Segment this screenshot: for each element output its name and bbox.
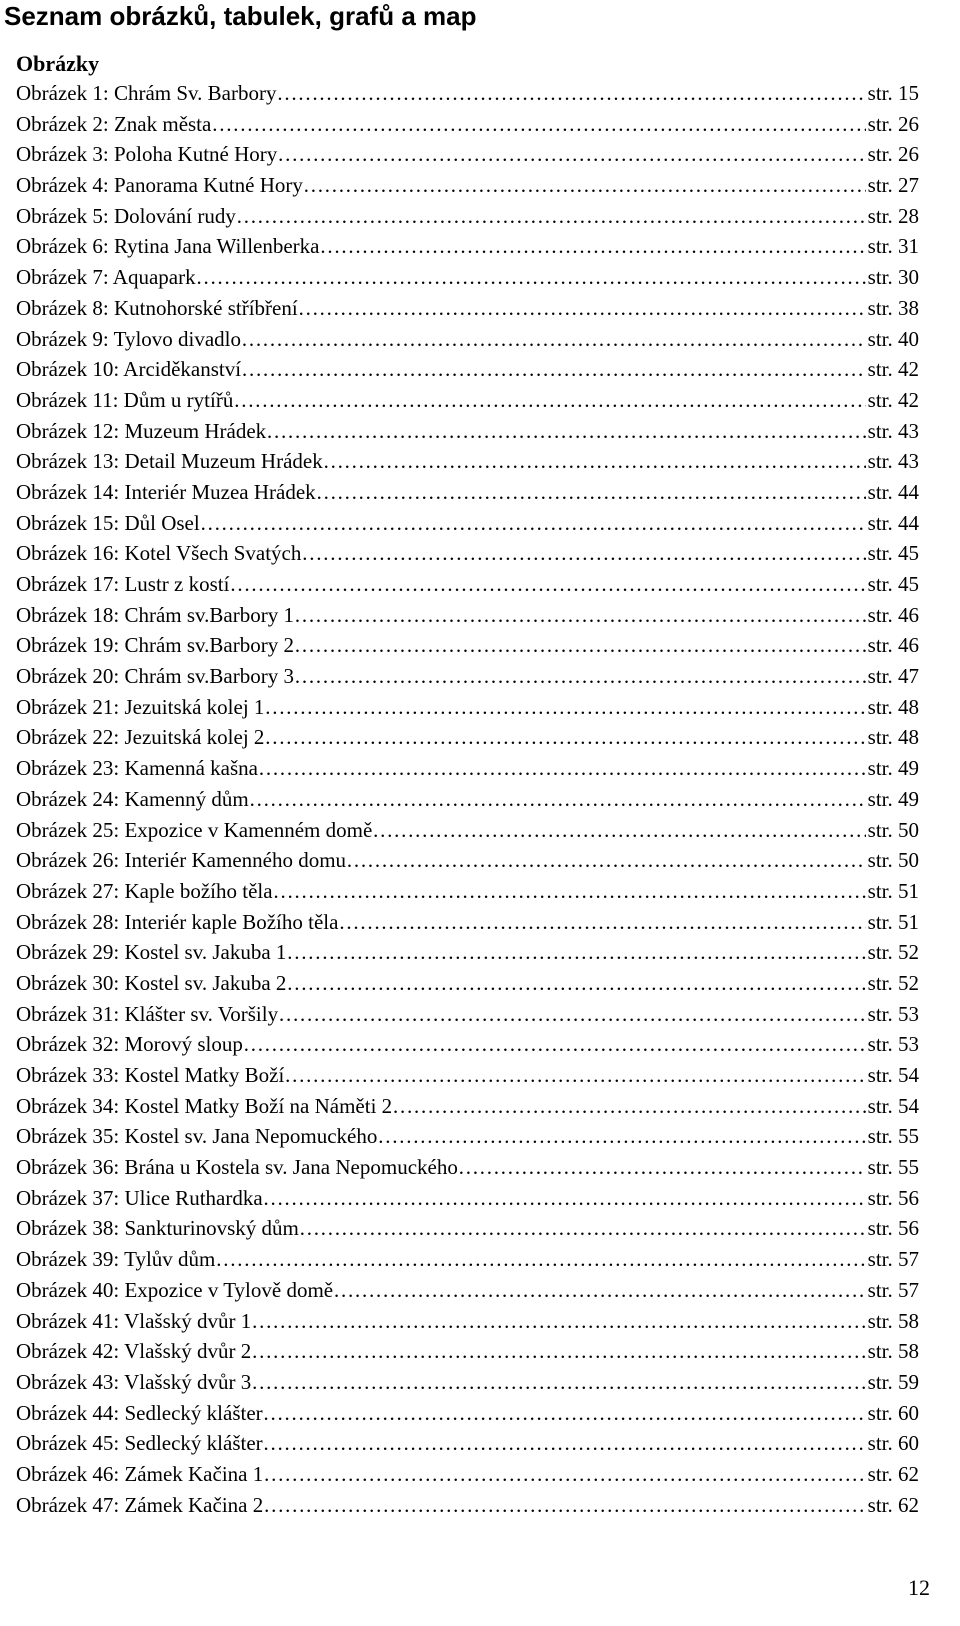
- dot-leader: [277, 78, 866, 109]
- page-reference: str. 51: [867, 909, 919, 934]
- figure-caption: Obrázek 20: Chrám sv.Barbory 3: [16, 664, 294, 689]
- dot-leader: [233, 385, 865, 416]
- list-item: [16, 1121, 919, 1152]
- list-item: [16, 1367, 919, 1398]
- list-item: [16, 1306, 919, 1337]
- dot-leader: [320, 231, 866, 262]
- page-reference: str. 43: [867, 449, 919, 474]
- list-item: [16, 1244, 919, 1275]
- page-reference: str. 57: [867, 1277, 919, 1302]
- dot-leader: [266, 416, 866, 447]
- dot-leader: [299, 1213, 866, 1244]
- dot-leader: [316, 477, 866, 508]
- dot-leader: [294, 600, 866, 631]
- dot-leader: [264, 692, 865, 723]
- page-reference: str. 49: [867, 756, 919, 781]
- figure-caption: Obrázek 27: Kaple božího těla: [16, 878, 273, 903]
- dot-leader: [346, 845, 866, 876]
- figure-caption: Obrázek 43: Vlašský dvůr 3: [16, 1369, 252, 1394]
- figure-caption: Obrázek 36: Brána u Kostela sv. Jana Nepomuckého: [16, 1155, 458, 1180]
- figure-caption: Obrázek 12: Muzeum Hrádek: [16, 418, 267, 443]
- list-item: [16, 1152, 919, 1183]
- page-reference: str. 26: [867, 111, 919, 136]
- list-item: [16, 1183, 919, 1214]
- figure-caption: Obrázek 13: Detail Muzeum Hrádek: [16, 449, 323, 474]
- figure-caption: Obrázek 3: Poloha Kutné Hory: [16, 142, 278, 167]
- figure-caption: Obrázek 47: Zámek Kačina 2: [16, 1492, 264, 1517]
- figure-caption: Obrázek 45: Sedlecký klášter: [16, 1431, 263, 1456]
- list-item: [16, 78, 919, 109]
- figure-caption: Obrázek 41: Vlašský dvůr 1: [16, 1308, 252, 1333]
- figure-caption: Obrázek 2: Znak města: [16, 111, 212, 136]
- page-reference: str. 56: [867, 1216, 919, 1241]
- figure-caption: Obrázek 8: Kutnohorské stříbření: [16, 295, 298, 320]
- figure-caption: Obrázek 37: Ulice Ruthardka: [16, 1185, 263, 1210]
- dot-leader: [211, 109, 865, 140]
- page-reference: str. 50: [867, 848, 919, 873]
- dot-leader: [241, 324, 866, 355]
- dot-leader: [243, 1029, 866, 1060]
- list-item: [16, 1275, 919, 1306]
- figure-caption: Obrázek 46: Zámek Kačina 1: [16, 1461, 264, 1486]
- page-reference: str. 62: [867, 1461, 919, 1486]
- list-item: [16, 354, 919, 385]
- list-item: [16, 907, 919, 938]
- list-item: [16, 1336, 919, 1367]
- dot-leader: [263, 1428, 866, 1459]
- dot-leader: [263, 1183, 866, 1214]
- page-reference: str. 44: [867, 510, 919, 535]
- list-item: [16, 324, 919, 355]
- dot-leader: [241, 354, 866, 385]
- dot-leader: [251, 1367, 865, 1398]
- dot-leader: [294, 661, 866, 692]
- page-title: Seznam obrázků, tabulek, grafů a map: [4, 1, 477, 31]
- figure-caption: Obrázek 10: Arciděkanství: [16, 357, 242, 382]
- figure-list: [16, 78, 919, 1520]
- page-reference: str. 53: [867, 1001, 919, 1026]
- page-reference: str. 56: [867, 1185, 919, 1210]
- list-item: [16, 815, 919, 846]
- page-reference: str. 28: [867, 203, 919, 228]
- list-item: [16, 753, 919, 784]
- page-reference: str. 60: [867, 1400, 919, 1425]
- dot-leader: [301, 538, 865, 569]
- page-reference: str. 26: [867, 142, 919, 167]
- page-reference: str. 27: [867, 173, 919, 198]
- list-item: [16, 416, 919, 447]
- figure-caption: Obrázek 32: Morový sloup: [16, 1032, 243, 1057]
- dot-leader: [458, 1152, 866, 1183]
- dot-leader: [196, 262, 866, 293]
- page-reference: str. 42: [867, 357, 919, 382]
- page-reference: str. 40: [867, 326, 919, 351]
- page-reference: str. 54: [867, 1093, 919, 1118]
- figure-caption: Obrázek 15: Důl Osel: [16, 510, 200, 535]
- figure-caption: Obrázek 39: Tylův dům: [16, 1247, 216, 1272]
- list-item: [16, 508, 919, 539]
- figure-caption: Obrázek 30: Kostel sv. Jakuba 2: [16, 970, 287, 995]
- figure-caption: Obrázek 34: Kostel Matky Boží na Náměti 2: [16, 1093, 393, 1118]
- page-reference: str. 30: [867, 265, 919, 290]
- dot-leader: [273, 876, 866, 907]
- list-item: [16, 569, 919, 600]
- page-reference: str. 58: [867, 1308, 919, 1333]
- list-item: [16, 722, 919, 753]
- dot-leader: [392, 1091, 866, 1122]
- figure-caption: Obrázek 4: Panorama Kutné Hory: [16, 173, 303, 198]
- dot-leader: [251, 1306, 865, 1337]
- figure-caption: Obrázek 24: Kamenný dům: [16, 786, 249, 811]
- page-reference: str. 54: [867, 1063, 919, 1087]
- list-item: [16, 139, 919, 170]
- dot-leader: [298, 293, 866, 324]
- dot-leader: [229, 569, 865, 600]
- figure-caption: Obrázek 14: Interiér Muzea Hrádek: [16, 479, 316, 504]
- list-item: [16, 845, 919, 876]
- dot-leader: [215, 1244, 865, 1275]
- list-item: [16, 1459, 919, 1490]
- page-reference: str. 52: [867, 970, 919, 995]
- dot-leader: [258, 753, 866, 784]
- page-reference: str. 50: [867, 817, 919, 842]
- list-item: [16, 937, 919, 968]
- dot-leader: [294, 630, 866, 661]
- list-item: [16, 1060, 919, 1091]
- page-reference: str. 47: [867, 664, 919, 689]
- figure-caption: Obrázek 9: Tylovo divadlo: [16, 326, 242, 351]
- list-item: [16, 630, 919, 661]
- dot-leader: [286, 937, 865, 968]
- figure-caption: Obrázek 1: Chrám Sv. Barbory: [16, 81, 277, 105]
- figure-caption: Obrázek 23: Kamenná kašna: [16, 756, 258, 781]
- dot-leader: [377, 1121, 865, 1152]
- list-item: [16, 477, 919, 508]
- list-item: [16, 876, 919, 907]
- page-reference: str. 38: [867, 295, 919, 320]
- page-reference: str. 46: [867, 633, 919, 658]
- page-reference: str. 55: [867, 1155, 919, 1180]
- page-reference: str. 48: [867, 694, 919, 719]
- figure-caption: Obrázek 11: Dům u rytířů: [16, 387, 234, 412]
- page-reference: str. 51: [867, 878, 919, 903]
- dot-leader: [333, 1275, 866, 1306]
- section-heading: Obrázky: [16, 51, 100, 76]
- figure-caption: Obrázek 40: Expozice v Tylově domě: [16, 1277, 334, 1302]
- page-reference: str. 52: [867, 940, 919, 965]
- page-reference: str. 49: [867, 786, 919, 811]
- dot-leader: [236, 201, 866, 232]
- page-reference: str. 42: [867, 387, 919, 412]
- list-item: [16, 600, 919, 631]
- list-item: [16, 262, 919, 293]
- page-reference: str. 31: [867, 234, 919, 259]
- page-reference: str. 59: [867, 1369, 919, 1394]
- figure-caption: Obrázek 22: Jezuitská kolej 2: [16, 725, 265, 750]
- page-reference: str. 60: [867, 1431, 919, 1456]
- figure-caption: Obrázek 16: Kotel Všech Svatých: [16, 541, 302, 566]
- figure-caption: Obrázek 19: Chrám sv.Barbory 2: [16, 633, 294, 658]
- list-item: [16, 385, 919, 416]
- figure-caption: Obrázek 38: Sankturinovský dům: [16, 1216, 299, 1241]
- list-item: [16, 1213, 919, 1244]
- dot-leader: [303, 170, 866, 201]
- dot-leader: [372, 815, 865, 846]
- figure-caption: Obrázek 33: Kostel Matky Boží: [16, 1063, 285, 1087]
- dot-leader: [249, 784, 866, 815]
- list-item: [16, 1029, 919, 1060]
- dot-leader: [263, 1398, 866, 1429]
- figure-caption: Obrázek 28: Interiér kaple Božího těla: [16, 909, 339, 934]
- figure-caption: Obrázek 5: Dolování rudy: [16, 203, 236, 228]
- list-item: [16, 968, 919, 999]
- figure-caption: Obrázek 42: Vlašský dvůr 2: [16, 1339, 252, 1364]
- dot-leader: [338, 907, 865, 938]
- list-item: [16, 999, 919, 1030]
- list-item: [16, 1398, 919, 1429]
- figure-caption: Obrázek 35: Kostel sv. Jana Nepomuckého: [16, 1124, 378, 1149]
- figure-caption: Obrázek 18: Chrám sv.Barbory 1: [16, 602, 294, 627]
- page-reference: str. 45: [867, 541, 919, 566]
- list-item: [16, 692, 919, 723]
- list-item: [16, 170, 919, 201]
- list-item: [16, 538, 919, 569]
- list-item: [16, 661, 919, 692]
- page-reference: str. 45: [867, 572, 919, 596]
- figure-caption: Obrázek 31: Klášter sv. Voršily: [16, 1001, 279, 1026]
- list-item: [16, 446, 919, 477]
- figure-caption: Obrázek 44: Sedlecký klášter: [16, 1400, 263, 1425]
- figure-caption: Obrázek 17: Lustr z kostí: [16, 572, 230, 596]
- dot-leader: [277, 139, 865, 170]
- list-item: [16, 1490, 919, 1521]
- page-reference: str. 62: [867, 1492, 919, 1517]
- list-item: [16, 784, 919, 815]
- dot-leader: [263, 1490, 865, 1521]
- page-reference: str. 57: [867, 1247, 919, 1272]
- list-item: [16, 1091, 919, 1122]
- list-item: [16, 109, 919, 140]
- dot-leader: [284, 1060, 865, 1091]
- page-reference: str. 43: [867, 418, 919, 443]
- dot-leader: [263, 1459, 865, 1490]
- figure-caption: Obrázek 6: Rytina Jana Willenberka: [16, 234, 320, 259]
- dot-leader: [251, 1336, 865, 1367]
- list-item: [16, 293, 919, 324]
- dot-leader: [264, 722, 865, 753]
- figure-caption: Obrázek 26: Interiér Kamenného domu: [16, 848, 347, 873]
- page-reference: str. 44: [867, 479, 919, 504]
- page-reference: str. 58: [867, 1339, 919, 1364]
- page-reference: str. 48: [867, 725, 919, 750]
- figure-caption: Obrázek 29: Kostel sv. Jakuba 1: [16, 940, 287, 965]
- page-reference: str. 46: [867, 602, 919, 627]
- dot-leader: [323, 446, 866, 477]
- figure-caption: Obrázek 7: Aquapark: [16, 265, 196, 290]
- dot-leader: [286, 968, 865, 999]
- figure-caption: Obrázek 25: Expozice v Kamenném domě: [16, 817, 373, 842]
- page-reference: str. 55: [867, 1124, 919, 1149]
- page-reference: str. 53: [867, 1032, 919, 1057]
- figure-caption: Obrázek 21: Jezuitská kolej 1: [16, 694, 265, 719]
- list-item: [16, 231, 919, 262]
- list-item: [16, 201, 919, 232]
- page-number: 12: [908, 1575, 930, 1600]
- list-item: [16, 1428, 919, 1459]
- dot-leader: [278, 999, 866, 1030]
- page-reference: str. 15: [867, 81, 919, 105]
- dot-leader: [200, 508, 866, 539]
